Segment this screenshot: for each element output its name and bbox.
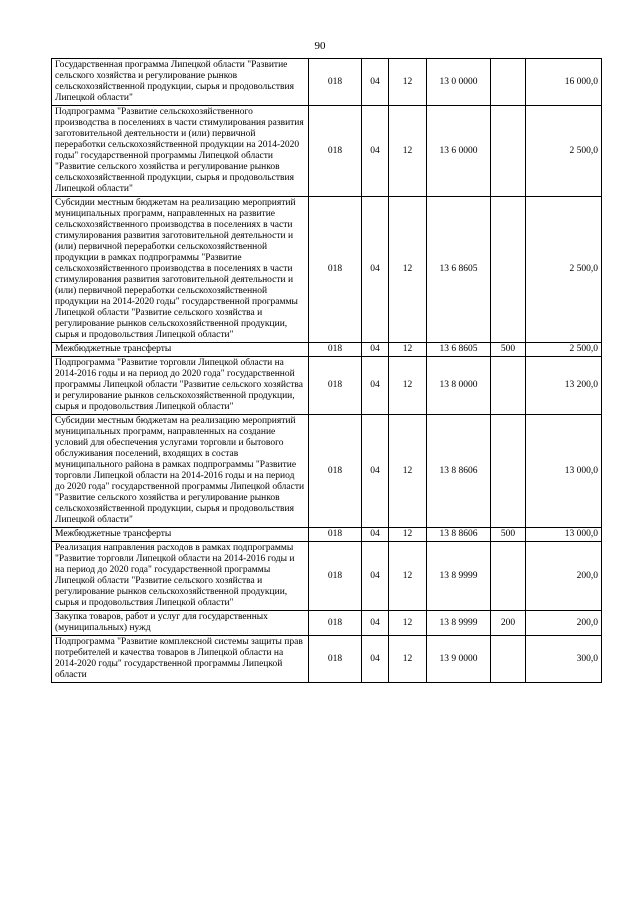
- amount: 13 000,0: [526, 528, 602, 542]
- target-article: 13 8 8606: [427, 528, 491, 542]
- row-name: Межбюджетные трансферты: [52, 528, 309, 542]
- subsection-code: 12: [389, 528, 427, 542]
- amount: 13 200,0: [526, 357, 602, 415]
- amount: 200,0: [526, 611, 602, 636]
- budget-table: [51, 58, 602, 683]
- section-code: 04: [362, 343, 389, 357]
- target-article: 13 6 0000: [427, 106, 491, 197]
- table-row: [52, 357, 602, 415]
- expense-type: [491, 197, 526, 343]
- row-name: Государственная программа Липецкой области "Развитие сельского хозяйства и регулирование рынков сельскохозяйственной продукции, сырья и продовольствия Липецкой области": [52, 59, 309, 106]
- target-article: 13 8 9999: [427, 611, 491, 636]
- table-row: [52, 59, 602, 106]
- subsection-code: 12: [389, 542, 427, 611]
- table-row: [52, 636, 602, 683]
- table-row: [52, 611, 602, 636]
- admin-code: 018: [309, 106, 362, 197]
- section-code: 04: [362, 415, 389, 528]
- section-code: 04: [362, 611, 389, 636]
- subsection-code: 12: [389, 197, 427, 343]
- table-row: [52, 106, 602, 197]
- target-article: 13 8 8606: [427, 415, 491, 528]
- admin-code: 018: [309, 611, 362, 636]
- row-name: Реализация направления расходов в рамках подпрограммы "Развитие торговли Липецкой области на 2014-2016 годы и на период до 2020 года" государственной программы Липецкой области "Развитие сельского хозяйства и регулирование рынков сельскохозяйственной продукции, сырья и продовольствия Липецкой области": [52, 542, 309, 611]
- amount: 13 000,0: [526, 415, 602, 528]
- subsection-code: 12: [389, 59, 427, 106]
- subsection-code: 12: [389, 636, 427, 683]
- expense-type: 200: [491, 611, 526, 636]
- target-article: 13 8 9999: [427, 542, 491, 611]
- expense-type: 500: [491, 343, 526, 357]
- subsection-code: 12: [389, 611, 427, 636]
- subsection-code: 12: [389, 106, 427, 197]
- target-article: 13 9 0000: [427, 636, 491, 683]
- target-article: 13 6 8605: [427, 197, 491, 343]
- amount: 200,0: [526, 542, 602, 611]
- section-code: 04: [362, 106, 389, 197]
- target-article: 13 6 8605: [427, 343, 491, 357]
- section-code: 04: [362, 542, 389, 611]
- table-row: [52, 343, 602, 357]
- table-body: [52, 59, 602, 683]
- row-name: Подпрограмма "Развитие сельскохозяйственного производства в поселениях в части стимулирования развития заготовительной деятельности и (или) первичной переработки сельскохозяйственной продукции на 2014-2020 годы" государственной программы Липецкой области "Развитие сельского хозяйства и регулирование рынков сельскохозяйственной продукции, сырья и продовольствия Липецкой области": [52, 106, 309, 197]
- row-name: Закупка товаров, работ и услуг для государственных (муниципальных) нужд: [52, 611, 309, 636]
- expense-type: [491, 636, 526, 683]
- table-row: [52, 528, 602, 542]
- table-row: [52, 415, 602, 528]
- expense-type: [491, 542, 526, 611]
- row-name: Подпрограмма "Развитие комплексной системы защиты прав потребителей и качества товаров в Липецкой области на 2014-2020 годы" государственной программы Липецкой области: [52, 636, 309, 683]
- row-name: Субсидии местным бюджетам на реализацию мероприятий муниципальных программ, направленных на создание условий для обеспечения услугами торговли и бытового обслуживания поселений, входящих в состав муниципального района в рамках подпрограммы "Развитие торговли Липецкой области на 2014-2016 годы и на период до 2020 года" государственной программы Липецкой области "Развитие сельского хозяйства и регулирование рынков сельскохозяйственной продукции, сырья и продовольствия Липецкой области": [52, 415, 309, 528]
- amount: 16 000,0: [526, 59, 602, 106]
- subsection-code: 12: [389, 343, 427, 357]
- section-code: 04: [362, 528, 389, 542]
- expense-type: 500: [491, 528, 526, 542]
- admin-code: 018: [309, 343, 362, 357]
- admin-code: 018: [309, 636, 362, 683]
- expense-type: [491, 59, 526, 106]
- admin-code: 018: [309, 528, 362, 542]
- section-code: 04: [362, 197, 389, 343]
- subsection-code: 12: [389, 415, 427, 528]
- page-number: 90: [314, 40, 326, 52]
- amount: 2 500,0: [526, 106, 602, 197]
- amount: 2 500,0: [526, 343, 602, 357]
- row-name: Межбюджетные трансферты: [52, 343, 309, 357]
- subsection-code: 12: [389, 357, 427, 415]
- target-article: 13 0 0000: [427, 59, 491, 106]
- table-row: [52, 542, 602, 611]
- target-article: 13 8 0000: [427, 357, 491, 415]
- admin-code: 018: [309, 197, 362, 343]
- admin-code: 018: [309, 357, 362, 415]
- admin-code: 018: [309, 59, 362, 106]
- expense-type: [491, 415, 526, 528]
- admin-code: 018: [309, 415, 362, 528]
- expense-type: [491, 357, 526, 415]
- section-code: 04: [362, 636, 389, 683]
- amount: 300,0: [526, 636, 602, 683]
- expense-type: [491, 106, 526, 197]
- section-code: 04: [362, 59, 389, 106]
- admin-code: 018: [309, 542, 362, 611]
- amount: 2 500,0: [526, 197, 602, 343]
- row-name: Субсидии местным бюджетам на реализацию мероприятий муниципальных программ, направленных на развитие сельскохозяйственного производства в поселениях в части стимулирования развития заготовительной деятельности и (или) первичной переработки сельскохозяйственной продукции в рамках подпрограммы "Развитие сельскохозяйственного производства в поселениях в части стимулирования развития заготовительной деятельности и (или) первичной переработки сельскохозяйственной продукции на 2014-2020 годы" государственной программы Липецкой области "Развитие сельского хозяйства и регулирование рынков сельскохозяйственной продукции, сырья и продовольствия Липецкой области": [52, 197, 309, 343]
- table-row: [52, 197, 602, 343]
- section-code: 04: [362, 357, 389, 415]
- row-name: Подпрограмма "Развитие торговли Липецкой области на 2014-2016 годы и на период до 2020 года" государственной программы Липецкой области "Развитие сельского хозяйства и регулирование рынков сельскохозяйственной продукции, сырья и продовольствия Липецкой области": [52, 357, 309, 415]
